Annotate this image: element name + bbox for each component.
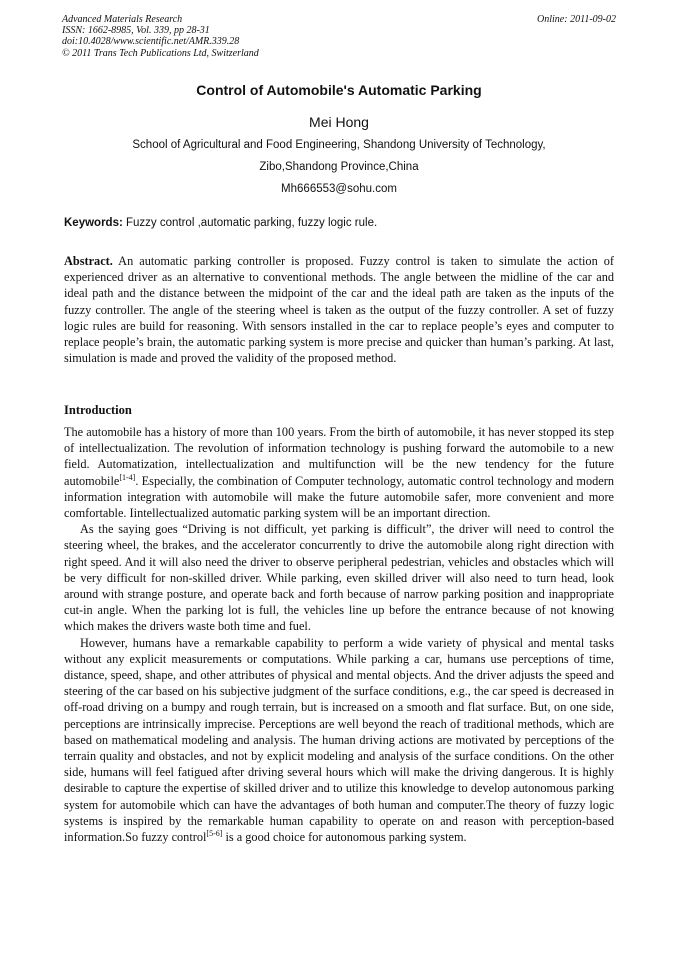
author-name: Mei Hong xyxy=(309,114,369,130)
citation-1-4[interactable]: [1-4] xyxy=(119,472,136,482)
introduction-body xyxy=(64,424,614,845)
keywords-label: Keywords: xyxy=(64,217,123,229)
intro-paragraph-3 xyxy=(64,635,614,846)
journal-name: Advanced Materials Research xyxy=(62,14,183,25)
section-heading-introduction: Introduction xyxy=(64,403,132,417)
intro-p1-text-b: . Especially, the combination of Computer technology, automatic control technology and modern information integration with automobile will make the future automobile safer, more convenient and more comfortable. Iintellectualized automatic parking system will be an important direction. xyxy=(64,473,614,521)
keywords xyxy=(64,217,616,229)
affiliation-line2: Zibo,Shandong Province,China xyxy=(259,161,419,173)
journal-copyright: © 2011 Trans Tech Publications Ltd, Switzerland xyxy=(62,47,259,59)
paper-title: Control of Automobile's Automatic Parking xyxy=(196,82,482,98)
affiliation-line1: School of Agricultural and Food Engineering, Shandong University of Technology, xyxy=(132,139,546,151)
journal-issn: ISSN: 1662-8985, Vol. 339, pp 28-31 xyxy=(62,25,210,37)
intro-p3-text-a: However, humans have a remarkable capability to perform a wide variety of physical and mental tasks without any explicit measurements or computations. While parking a car, humans use perceptions of time, distance, speed, shape, and other attributes of physical and mental objects. And the driver adjusts the speed and steering of the car based on his subjective judgment of the surface conditions, e.g., the car speed is decreased in off-road driving on a bumpy and rough terrain, but is increased on a smooth and flat surface. But, on one side, perceptions are intrinsically imprecise. Perceptions are well beyond the reach of traditional methods, which are based on mathematical modeling and analysis. The human driving actions are motivated by perceptions of the terrain quality and obstacles, and not by explicit modeling and analysis of the surface conditions. On the other side, humans will feel fatigued after driving several hours which will make the driving dangerous. It is highly desirable to capture the expertise of skilled driver and to utilize this knowledge to develop autonomous parking system for automobile which can have the advantages of both human and computer.The theory of fuzzy logic systems is inspired by the remarkable human capability to operate on and reason with perception-based information.So fuzzy control xyxy=(64,635,614,845)
citation-5-6[interactable]: [5-6] xyxy=(206,829,223,839)
journal-header xyxy=(62,14,616,59)
online-date: Online: 2011-09-02 xyxy=(537,14,616,25)
intro-p1-text-a: The automobile has a history of more than 100 years. From the birth of automobile, it has never stopped its step of intellectualization. The revolution of information technology is pushing forward the automobile to a new field. Automatization, intellectualization and multifunction will be the new tendency for the future automobile xyxy=(64,425,614,488)
abstract xyxy=(64,253,614,366)
intro-p3-text-b: is a good choice for autonomous parking system. xyxy=(222,830,467,845)
abstract-text: An automatic parking controller is proposed. Fuzzy control is taken to simulate the action of experienced driver as an alternative to conventional methods. The angle between the midline of the car and ideal path and the distance between the midpoint of the car and the ideal path are taken as the inputs of the fuzzy controller. The angle of the steering wheel is taken as the output of the fuzzy controller. A set of fuzzy logic rules are build for reasoning. With sensors installed in the car to replace people’s eyes and computer to replace people’s brain, the automatic parking system is more precise and quicker than human’s parking. At last, simulation is made and proved the validity of the proposed method. xyxy=(64,254,614,366)
keywords-text: Fuzzy control ,automatic parking, fuzzy logic rule. xyxy=(122,217,378,229)
intro-paragraph-2: As the saying goes “Driving is not difficult, yet parking is difficult”, the driver will need to control the steering wheel, the brakes, and the accelerator concurrently to drive the automobile along right direction with right speed. And it will also need the driver to observe peripheral pedestrian, vehicles and obstacles which will be very difficult for non-skilled driver. While parking, even skilled driver will also need to turn head, look around with strange posture, and operate back and forth because of narrow parking position and inappropriate cut-in angle. When the parking lot is full, the vehicles line up before the entrance because of not knowing which makes the drivers waste both time and fuel. xyxy=(64,522,614,634)
intro-paragraph-1 xyxy=(64,424,614,521)
author-email: Mh666553@sohu.com xyxy=(281,183,397,195)
journal-doi: doi:10.4028/www.scientific.net/AMR.339.28 xyxy=(62,36,240,48)
abstract-label: Abstract. xyxy=(64,254,113,268)
